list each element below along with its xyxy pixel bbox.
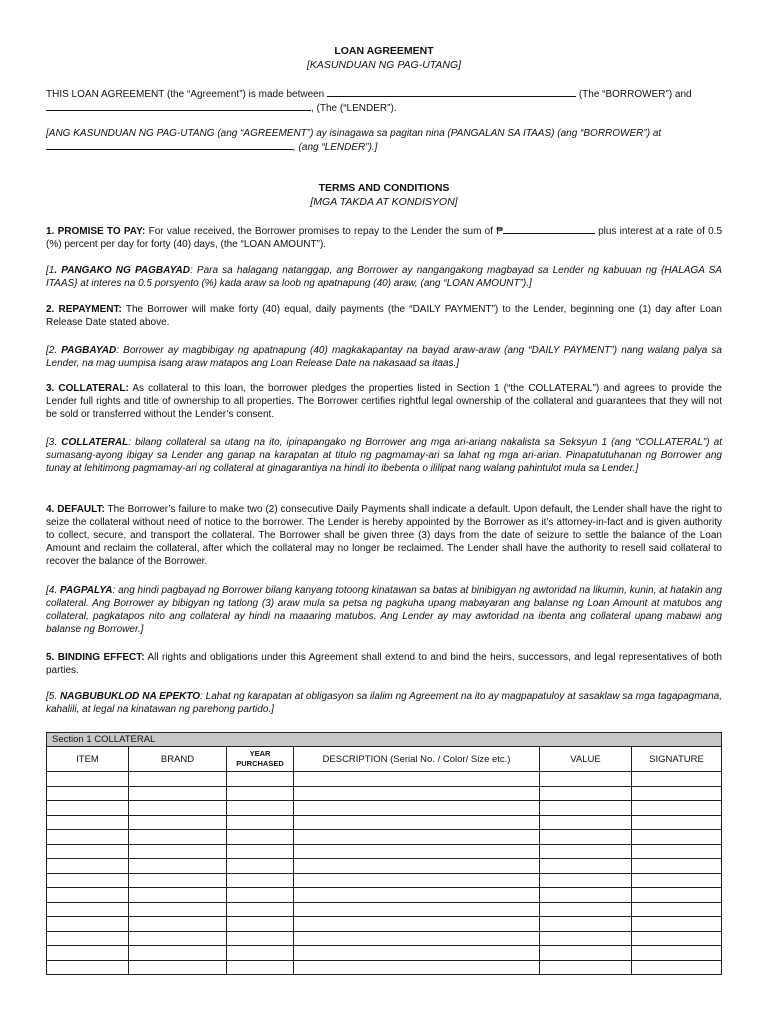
clause-1-heading: 1. PROMISE TO PAY: <box>46 226 146 237</box>
cell-signature[interactable] <box>632 844 722 859</box>
clause-5 <box>46 651 722 677</box>
cell-value[interactable] <box>540 873 632 888</box>
cell-brand[interactable] <box>129 859 227 874</box>
cell-signature[interactable] <box>632 786 722 801</box>
clause-1-tl-prefix: [1 <box>46 265 55 276</box>
clause-5-tagalog <box>46 690 722 716</box>
cell-year[interactable] <box>227 960 294 975</box>
cell-brand[interactable] <box>129 917 227 932</box>
cell-item[interactable] <box>47 844 129 859</box>
intro-paragraph <box>46 87 722 115</box>
cell-brand[interactable] <box>129 960 227 975</box>
clause-4-heading: 4. DEFAULT: <box>46 504 105 515</box>
cell-description[interactable] <box>294 873 540 888</box>
cell-brand[interactable] <box>129 786 227 801</box>
intro-tl-text-a: [ANG KASUNDUAN NG PAG-UTANG (ang “AGREEMENT”) ay isinagawa sa pagitan nina (PANGALAN SA ITAAS) (ang “BORROWER”) at <box>46 128 662 139</box>
cell-value[interactable] <box>540 917 632 932</box>
cell-signature[interactable] <box>632 960 722 975</box>
terms-title-tagalog: [MGA TAKDA AT KONDISYON] <box>310 196 458 208</box>
collateral-table-body <box>47 772 722 975</box>
clause-3-body: As collateral to this loan, the borrower pledges the properties listed in Section 1 (“the COLLATERAL”) and agrees to provide the Lender full rights and title of ownership to all properties. The Borrower certifies rightful legal ownership of the collateral and guarantees that they will not be sold or transferred without the Lender’s consent. <box>46 383 722 420</box>
cell-signature[interactable] <box>632 873 722 888</box>
table-row <box>47 772 722 787</box>
cell-brand[interactable] <box>129 772 227 787</box>
clause-2-tl-body: : Borrower ay magbibigay ng apatnapung (40) magkakapantay na bayad araw-araw (ang “DAILY PAYMENT”) nang walang palya sa Lender, na mag uumpisa isang araw matapos ang Loan Release Date na nakasaad sa itaas.] <box>46 345 722 369</box>
clause-5-tl-heading: NAGBUBUKLOD NA EPEKTO <box>59 691 201 702</box>
cell-signature[interactable] <box>632 772 722 787</box>
clause-3-heading: 3. COLLATERAL: <box>46 383 129 394</box>
cell-item[interactable] <box>47 786 129 801</box>
cell-description[interactable] <box>294 960 540 975</box>
cell-value[interactable] <box>540 830 632 845</box>
cell-signature[interactable] <box>632 888 722 903</box>
lender-name-field-tagalog[interactable] <box>46 140 293 150</box>
cell-value[interactable] <box>540 815 632 830</box>
cell-description[interactable] <box>294 830 540 845</box>
cell-value[interactable] <box>540 801 632 816</box>
cell-signature[interactable] <box>632 830 722 845</box>
cell-brand[interactable] <box>129 888 227 903</box>
table-row <box>47 830 722 845</box>
table-row <box>47 946 722 961</box>
cell-value[interactable] <box>540 960 632 975</box>
cell-item[interactable] <box>47 830 129 845</box>
clause-4-tagalog <box>46 584 722 636</box>
cell-brand[interactable] <box>129 931 227 946</box>
lender-name-field[interactable] <box>46 101 311 111</box>
cell-description[interactable] <box>294 902 540 917</box>
cell-year[interactable] <box>227 917 294 932</box>
cell-year[interactable] <box>227 888 294 903</box>
cell-signature[interactable] <box>632 859 722 874</box>
cell-value[interactable] <box>540 902 632 917</box>
cell-item[interactable] <box>47 859 129 874</box>
cell-description[interactable] <box>294 931 540 946</box>
cell-year[interactable] <box>227 873 294 888</box>
clause-1-tagalog <box>46 264 722 290</box>
clause-4-tl-heading: PAGPALYA <box>59 585 113 596</box>
loan-sum-field[interactable] <box>503 224 595 234</box>
cell-value[interactable] <box>540 946 632 961</box>
column-header-brand: BRAND <box>129 747 227 772</box>
cell-year[interactable] <box>227 830 294 845</box>
column-header-year-purchased <box>227 747 294 772</box>
clause-4-tl-body: : ang hindi pagbayad ng Borrower bilang kanyang totoong kinatawan sa batas at binibigyan ng awtoridad na likumin, kunin, at hatakin ang collateral. Ang Borrower ay bibigyan ng tatlong (3) araw mula sa petsa ng pagkuha upang mabayaran ang balanse ng Loan Amount at matubos ang collateral, pagkatapos nito ang collateral ay hindi na maaaring matubos. Ang Lender ay may awtoridad na ibenta ang collateral upang mabawi ang balanse ng Borrower.] <box>46 585 722 635</box>
cell-year[interactable] <box>227 859 294 874</box>
cell-signature[interactable] <box>632 946 722 961</box>
cell-description[interactable] <box>294 844 540 859</box>
clause-2-tl-heading: PAGBAYAD <box>61 345 117 356</box>
clause-3-tagalog <box>46 436 722 475</box>
cell-item[interactable] <box>47 917 129 932</box>
cell-year[interactable] <box>227 931 294 946</box>
cell-signature[interactable] <box>632 902 722 917</box>
collateral-table <box>46 732 722 975</box>
table-row <box>47 960 722 975</box>
column-header-value: VALUE <box>540 747 632 772</box>
cell-year[interactable] <box>227 902 294 917</box>
cell-year[interactable] <box>227 844 294 859</box>
document-title: LOAN AGREEMENT <box>334 45 434 57</box>
cell-value[interactable] <box>540 844 632 859</box>
cell-item[interactable] <box>47 888 129 903</box>
cell-item[interactable] <box>47 815 129 830</box>
intro-text-b: (The “BORROWER”) and <box>578 89 692 100</box>
cell-signature[interactable] <box>632 815 722 830</box>
column-header-description: DESCRIPTION (Serial No. / Color/ Size etc.) <box>294 747 540 772</box>
cell-brand[interactable] <box>129 844 227 859</box>
cell-year[interactable] <box>227 815 294 830</box>
cell-year[interactable] <box>227 801 294 816</box>
cell-item[interactable] <box>47 873 129 888</box>
clause-4-body: The Borrower’s failure to make two (2) consecutive Daily Payments shall indicate a default. Upon default, the Lender shall have the right to seize the collateral without need of notice to the borrower. The Lender is hereby appointed by the Borrower as it’s attorney-in-fact and is given authority to collect, secure, and transport the collateral. The Borrower shall be given three (3) days from the date of seizure to settle the balance of the Loan Amount and reclaim the collateral, after which the collateral may no longer be reclaimed. The Lender shall have the authority to resell said collateral to recover the balance of the Borrower. <box>46 504 722 567</box>
cell-description[interactable] <box>294 815 540 830</box>
table-row <box>47 859 722 874</box>
table-row <box>47 917 722 932</box>
column-header-item: ITEM <box>47 747 129 772</box>
collateral-section-label: Section 1 COLLATERAL <box>47 733 722 747</box>
cell-value[interactable] <box>540 786 632 801</box>
collateral-header-row <box>47 747 722 772</box>
year-label: YEAR <box>249 749 271 758</box>
clause-3 <box>46 382 722 421</box>
clause-1-tl-heading: . PANGAKO NG PAGBAYAD <box>54 265 190 276</box>
clause-2-heading: 2. REPAYMENT: <box>46 304 122 315</box>
cell-signature[interactable] <box>632 801 722 816</box>
cell-description[interactable] <box>294 917 540 932</box>
intro-tl-text-b: , (ang “LENDER”).] <box>293 142 378 153</box>
clause-1-tl-body: : Para sa halagang natanggap, ang Borrower ay nangangakong magbayad sa Lender ng kabuuan ng {HALAGA SA ITAAS} at interes na 0.5 porsyento (%) kada araw sa loob ng apatnapung (40) araw, (ang “LOAN AMOUNT”).] <box>46 265 723 289</box>
cell-value[interactable] <box>540 859 632 874</box>
cell-item[interactable] <box>47 772 129 787</box>
cell-description[interactable] <box>294 772 540 787</box>
cell-value[interactable] <box>540 888 632 903</box>
table-row <box>47 815 722 830</box>
clause-4 <box>46 503 722 568</box>
clause-3-tl-body: : bilang collateral sa utang na ito, ipinapangako ng Borrower ang mga ari-ariang nakalista sa Seksyun 1 (ang “COLLATERAL”) at sumasang-ayong ibigay sa Lender ang ganap na karapatan at titulo ng pagmamay-ari sa lahat ng mga ari-arian. Pinapatutuhanan ng Borrower ang tunay at lehitimong pagmamay-ari ng collateral at ginagarantiya na hindi ito ibebenta o ililipat nang walang pahintulot mula sa Lender.] <box>46 437 722 474</box>
document-title-tagalog: [KASUNDUAN NG PAG-UTANG] <box>306 59 462 71</box>
cell-brand[interactable] <box>129 902 227 917</box>
column-header-signature: SIGNATURE <box>632 747 722 772</box>
clause-5-body: All rights and obligations under this Agreement shall extend to and bind the heirs, successors, and legal representatives of both parties. <box>46 652 722 676</box>
cell-year[interactable] <box>227 772 294 787</box>
clause-2-tl-prefix: [2. <box>46 345 62 356</box>
clause-1 <box>46 224 722 251</box>
table-row <box>47 801 722 816</box>
cell-brand[interactable] <box>129 815 227 830</box>
table-row <box>47 786 722 801</box>
borrower-name-field[interactable] <box>327 87 576 97</box>
cell-item[interactable] <box>47 946 129 961</box>
cell-brand[interactable] <box>129 873 227 888</box>
cell-year[interactable] <box>227 946 294 961</box>
cell-brand[interactable] <box>129 801 227 816</box>
cell-year[interactable] <box>227 786 294 801</box>
clause-3-tl-prefix: [3. <box>46 437 62 448</box>
cell-item[interactable] <box>47 801 129 816</box>
cell-item[interactable] <box>47 902 129 917</box>
cell-description[interactable] <box>294 786 540 801</box>
cell-description[interactable] <box>294 888 540 903</box>
clause-2-body: The Borrower will make forty (40) equal, daily payments (the “DAILY PAYMENT”) to the Lender, beginning one (1) day after Loan Release Date stated above. <box>46 304 722 328</box>
clause-1-text-b: plus interest at a rate of 0.5 (%) percent per day for forty (40) days, (the “LOAN AMOUNT”). <box>46 226 723 250</box>
clause-3-tl-heading: COLLATERAL <box>61 437 129 448</box>
cell-description[interactable] <box>294 946 540 961</box>
clause-4-tl-prefix: [4. <box>46 585 60 596</box>
clause-5-heading: 5. BINDING EFFECT: <box>46 652 145 663</box>
clause-5-tl-prefix: [5. <box>46 691 60 702</box>
cell-brand[interactable] <box>129 830 227 845</box>
table-row <box>47 888 722 903</box>
cell-brand[interactable] <box>129 946 227 961</box>
cell-value[interactable] <box>540 772 632 787</box>
cell-description[interactable] <box>294 859 540 874</box>
clause-2-tagalog <box>46 344 722 370</box>
table-row <box>47 902 722 917</box>
table-row <box>47 844 722 859</box>
cell-item[interactable] <box>47 931 129 946</box>
clause-2 <box>46 303 722 329</box>
intro-text-a: THIS LOAN AGREEMENT (the “Agreement”) is made between <box>46 89 325 100</box>
cell-item[interactable] <box>47 960 129 975</box>
clause-1-text-a: For value received, the Borrower promises to repay to the Lender the sum of ₱ <box>148 226 503 237</box>
cell-signature[interactable] <box>632 917 722 932</box>
cell-value[interactable] <box>540 931 632 946</box>
intro-text-c: , (The (“LENDER”). <box>311 103 397 114</box>
cell-description[interactable] <box>294 801 540 816</box>
cell-signature[interactable] <box>632 931 722 946</box>
clause-5-tl-body: : Lahat ng karapatan at obligasyon sa ilalim ng Agreement na ito ay magpapatuloy at sasaklaw sa mga tagapagmana, kahalili, at legal na kinatawan ng parehong partido.] <box>46 691 722 715</box>
terms-title: TERMS AND CONDITIONS <box>318 182 450 194</box>
purchased-label: PURCHASED <box>236 759 284 768</box>
table-row <box>47 873 722 888</box>
table-row <box>47 931 722 946</box>
intro-paragraph-tagalog <box>46 127 722 154</box>
